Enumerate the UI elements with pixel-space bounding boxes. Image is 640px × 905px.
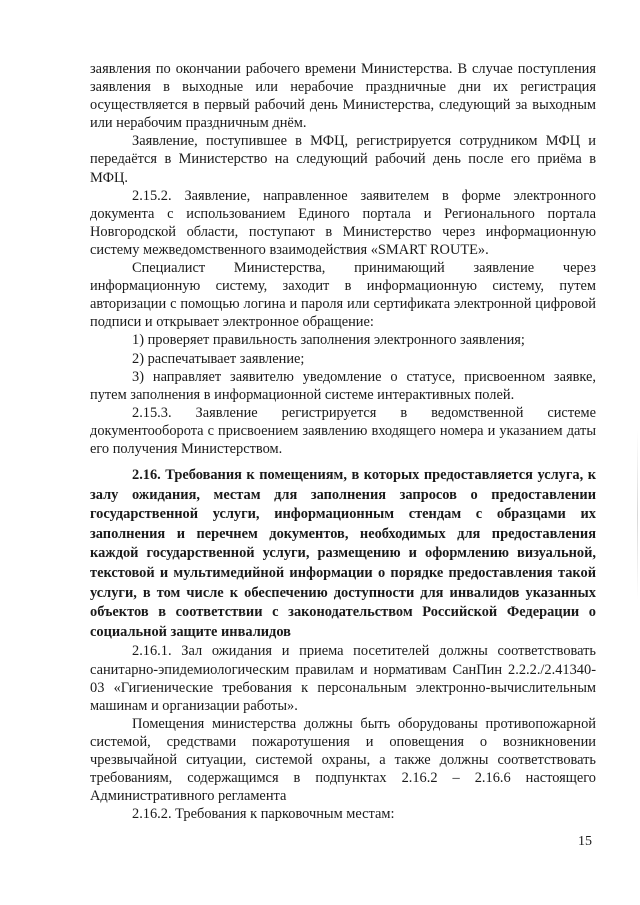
paragraph-2-15-2: 2.15.2. Заявление, направленное заявителем в форме электронного документа с использованием Единого портала и Регионального портала Новгородской области, поступают в Министерство через информационную систему межведомственного взаимодействия «SMART ROUTE».: [90, 187, 596, 258]
scan-edge-mark: [637, 430, 638, 600]
paragraph-2-16-2: 2.16.2. Требования к парковочным местам:: [132, 806, 395, 823]
list-item-1: 1) проверяет правильность заполнения электронного заявления;: [132, 332, 525, 349]
list-item-2: 2) распечатывает заявление;: [132, 350, 305, 367]
document-body: [90, 60, 596, 823]
paragraph-continuation: заявления по окончании рабочего времени Министерства. В случае поступления заявления в выходные или нерабочие праздничные дни их регистрация осуществляется в первый рабочий день Министерства, следующий за выходным или нерабочим праздничным днём.: [90, 61, 596, 132]
paragraph-2-15-3: 2.15.3. Заявление регистрируется в ведомственной системе документооборота с присвоением заявлению входящего номера и указанием даты его получения Министерством.: [90, 404, 596, 457]
paragraph-premises: Помещения министерства должны быть оборудованы противопожарной системой, средствами пожаротушения и оповещения о возникновении чрезвычайной ситуации, системой охраны, а также должны соответствовать требованиям, содержащимся в подпунктах 2.16.2 – 2.16.6 настоящего Административного регламента: [90, 715, 596, 805]
list-item-3: 3) направляет заявителю уведомление о статусе, присвоенном заявке, путем заполнения в информационной системе интерактивных полей.: [90, 368, 596, 403]
paragraph-mfc-registration: Заявление, поступившее в МФЦ, регистрируется сотрудником МФЦ и передаётся в Министерство на следующий рабочий день после его приёма в МФЦ.: [90, 133, 596, 186]
section-heading-2-16: 2.16. Требования к помещениям, в которых предоставляется услуга, к залу ожидания, местам для заполнения запросов о предоставлении государственной услуги, информационным стендам с образцами их заполнения и перечнем документов, необходимых для предоставления каждой государственной услуги, размещению и оформлению визуальной, текстовой и мультимедийной информации о порядке предоставления такой услуги, в том числе к обеспечению доступности для инвалидов указанных объектов в соответствии с законодательством Российской Федерации о социальной защите инвалидов: [90, 467, 596, 640]
page-number: 15: [578, 834, 592, 849]
paragraph-2-16-1: 2.16.1. Зал ожидания и приема посетителей должны соответствовать санитарно-эпидемиологическим правилам и нормативам СанПин 2.2.2./2.41340-03 «Гигиенические требования к персональным электронно-вычислительным машинам и организации работы».: [90, 643, 596, 714]
paragraph-specialist: Специалист Министерства, принимающий заявление через информационную систему, заходит в информационную систему, путем авторизации с помощью логина и пароля или сертификата электронной цифровой подписи и открывает электронное обращение:: [90, 260, 596, 331]
